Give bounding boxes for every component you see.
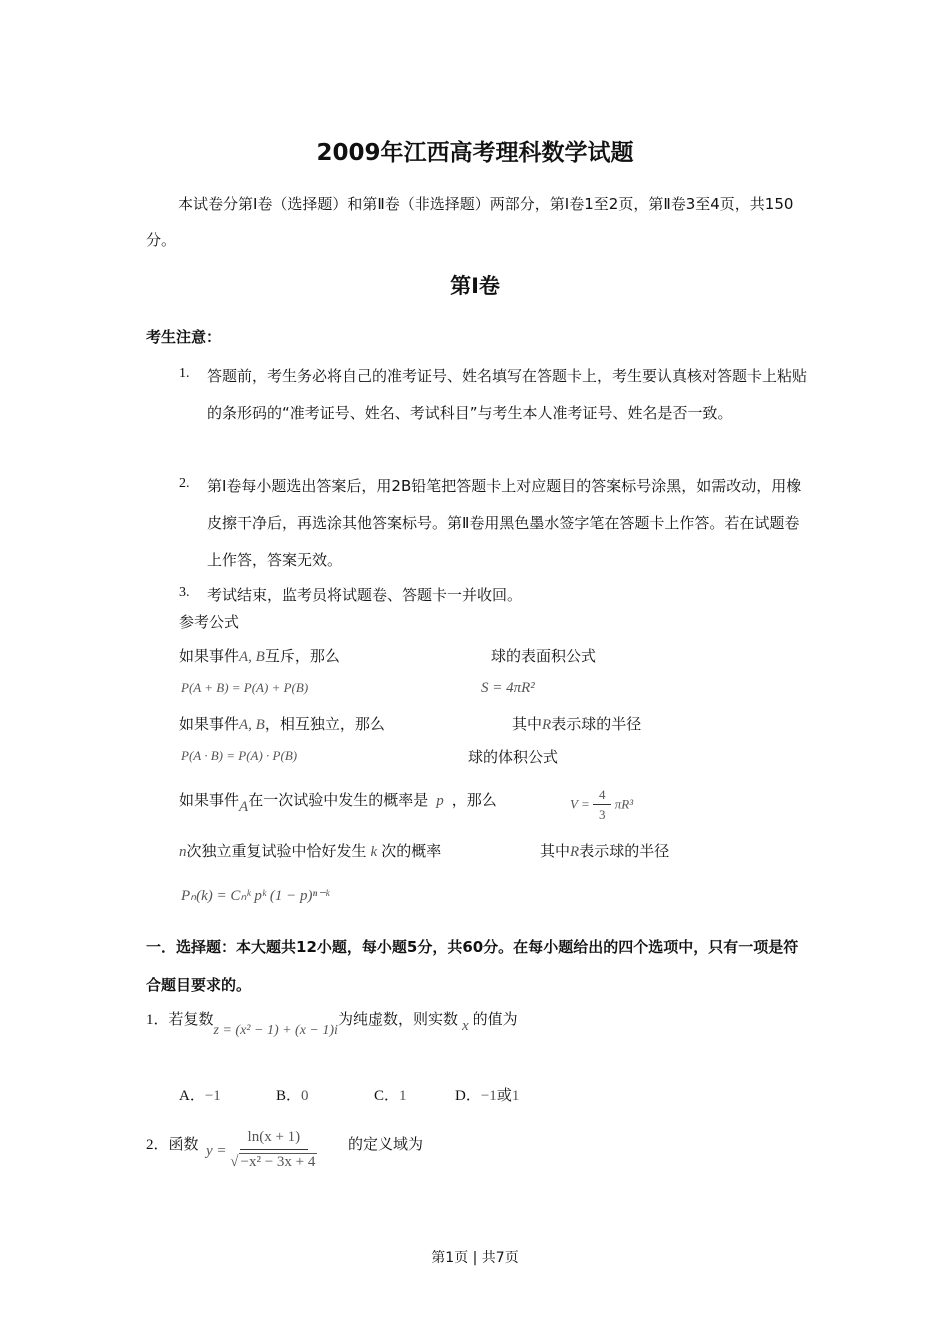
section-heading: 一．选择题：本大题共12小题，每小题5分，共60分。在每小题给出的四个选项中，只有一项是符合题目要求的。	[146, 938, 799, 994]
fraction	[593, 786, 612, 825]
denominator: 3	[598, 807, 606, 822]
formula-row6-left	[179, 840, 441, 861]
formulas-heading: 参考公式	[179, 613, 240, 631]
math-expression: z = (x² − 1) + (x − 1)i	[213, 1023, 338, 1038]
text: 为纯虚数，则实数	[337, 1010, 458, 1028]
notice-item-number: 3.	[179, 585, 190, 600]
text: 次的概率	[381, 842, 442, 860]
numerator: 4	[593, 786, 612, 805]
option-value: −1	[480, 1088, 497, 1104]
notice-item-text: 第Ⅰ卷每小题选出答案后，用2B铅笔把答题卡上对应题目的答案标号涂黑，如需改动，用橡皮擦干净后，再选涂其他答案标号。第Ⅱ卷用黑色墨水签字笔在答题卡上作答。若在试题卷上作答，答案无效。	[207, 477, 802, 569]
numerator: ln(x + 1)	[240, 1127, 309, 1150]
q1-option-b	[276, 1084, 309, 1105]
math-inline: n	[179, 844, 187, 860]
question-1	[146, 1008, 518, 1038]
text: 如果事件	[179, 647, 240, 665]
text: 次独立重复试验中恰好发生	[186, 842, 367, 860]
formula-row5-left	[179, 789, 497, 815]
formula-row1-left	[179, 645, 340, 666]
option-value: 1	[511, 1088, 520, 1104]
option-value: −1	[204, 1088, 221, 1104]
notice-item-number: 1.	[179, 366, 190, 381]
formula-row4-right: 球的体积公式	[468, 748, 559, 766]
page-title: 2009年江西高考理科数学试题	[316, 140, 634, 166]
denominator: √ −x² − 3x + 4	[230, 1154, 316, 1170]
option-conjunction: 或	[496, 1086, 512, 1104]
q2-function	[206, 1127, 317, 1172]
text: 互斥，那么	[264, 647, 340, 665]
math-inline: x	[461, 1018, 469, 1034]
math-inline: A, B	[239, 717, 265, 733]
notice-item-text: 考试结束，监考员将试题卷、答题卡一并收回。	[207, 586, 523, 604]
q1-option-c	[374, 1084, 407, 1105]
text: 如果事件	[179, 715, 240, 733]
text: 其中	[540, 842, 571, 860]
math-text: πR³	[614, 796, 634, 812]
text: ，那么	[451, 791, 497, 809]
intro-paragraph: 本试卷分第Ⅰ卷（选择题）和第Ⅱ卷（非选择题）两部分，第Ⅰ卷1至2页，第Ⅱ卷3至4页，共150分。	[146, 195, 794, 249]
text: 表示球的半径	[579, 842, 670, 860]
question-2	[146, 1133, 199, 1154]
formula-row6-right	[540, 840, 669, 861]
question-number: 2．	[146, 1137, 169, 1153]
text: 表示球的半径	[551, 715, 642, 733]
text: 如果事件	[179, 791, 240, 809]
radicand: −x² − 3x + 4	[240, 1154, 316, 1170]
math-lhs: y =	[206, 1143, 227, 1159]
page-footer: 第1页 | 共7页	[431, 1250, 519, 1266]
math-inline: R	[542, 717, 552, 733]
formula-multiplication: P(A · B) = P(A) · P(B)	[181, 748, 298, 763]
text: ，相互独立，那么	[264, 715, 385, 733]
fraction	[230, 1127, 317, 1172]
option-label: B．	[276, 1088, 302, 1104]
formula-addition: P(A + B) = P(A) + P(B)	[181, 680, 309, 695]
formula-binomial: Pₙ(k) = Cₙᵏ pᵏ (1 − p)ⁿ⁻ᵏ	[181, 888, 330, 904]
notice-title: 考生注意：	[146, 328, 222, 346]
q1-option-d	[455, 1084, 519, 1105]
formula-sphere-volume	[570, 786, 633, 825]
math-inline: R	[570, 844, 580, 860]
text: 若复数	[168, 1010, 214, 1028]
option-label: C．	[374, 1088, 400, 1104]
math-text: V =	[570, 796, 590, 812]
option-label: A．	[179, 1088, 205, 1104]
q2-suffix: 的定义域为	[348, 1135, 424, 1153]
option-value: 0	[301, 1088, 309, 1104]
q1-option-a	[179, 1084, 221, 1105]
formula-row3-right	[512, 713, 641, 734]
option-label: D．	[455, 1088, 481, 1104]
notice-item-text: 答题前，考生务必将自己的准考证号、姓名填写在答题卡上，考生要认真核对答题卡上粘贴的条形码的“准考证号、姓名、考试科目”与考生本人准考证号、姓名是否一致。	[207, 367, 808, 422]
text: 其中	[512, 715, 543, 733]
volume-heading: 第Ⅰ卷	[450, 274, 500, 298]
notice-item-number: 2.	[179, 476, 190, 491]
text: 的值为	[472, 1010, 518, 1028]
text: 在一次试验中发生的概率是	[248, 791, 429, 809]
text: 函数	[168, 1135, 199, 1153]
formula-sphere-area: S = 4πR²	[481, 680, 535, 696]
formula-row1-right: 球的表面积公式	[491, 647, 597, 665]
option-value: 1	[399, 1088, 407, 1104]
math-inline: A	[239, 799, 249, 815]
math-inline: p	[436, 793, 444, 809]
math-inline: A, B	[239, 649, 265, 665]
question-number: 1．	[146, 1012, 169, 1028]
formula-row3-left	[179, 713, 385, 734]
math-inline: k	[370, 844, 378, 860]
